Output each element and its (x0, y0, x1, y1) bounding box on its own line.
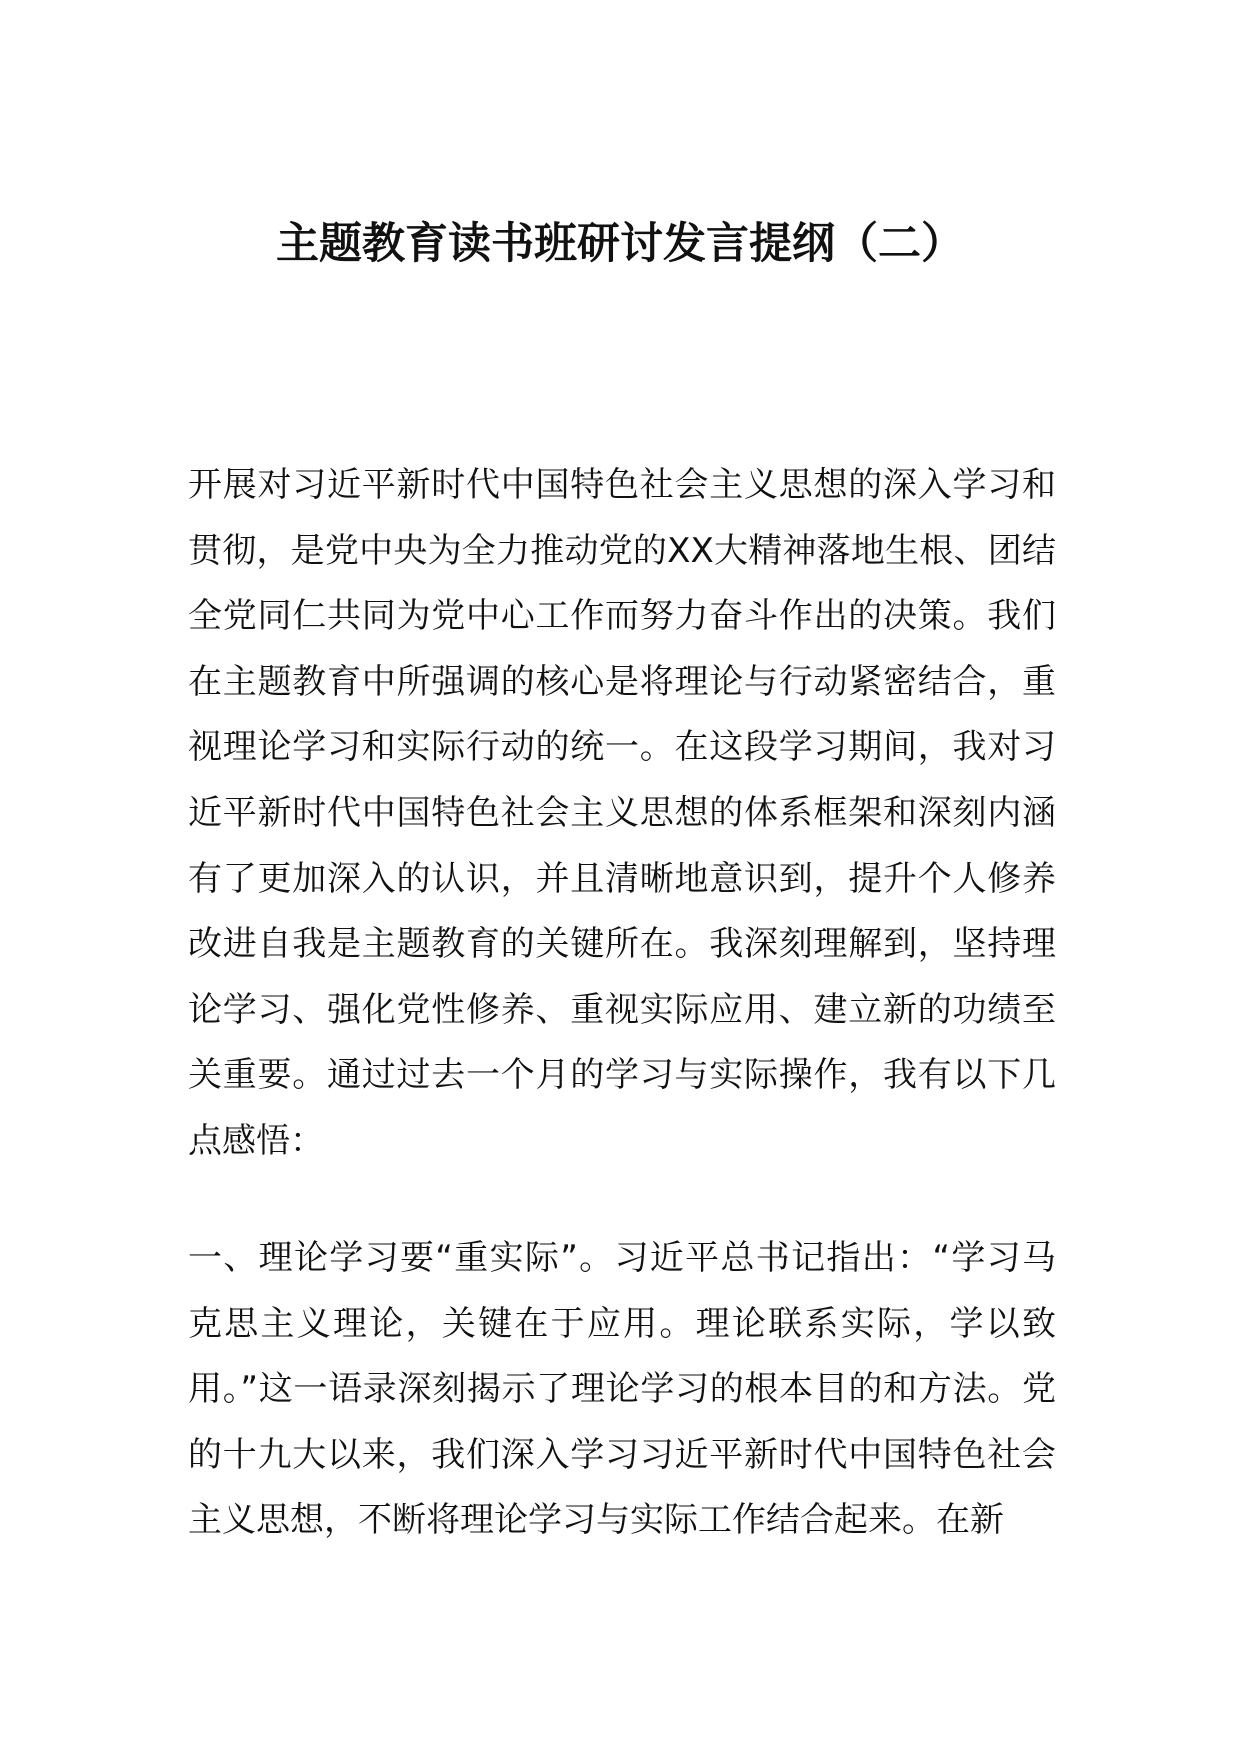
body-paragraph-intro: 开展对习近平新时代中国特色社会主义思想的深入学习和贯彻，是党中央为全力推动党的XX大精神落地生根、团结全党同仁共同为党中心工作而努力奋斗作出的决策。我们在主题教育中所强调的核心是将理论与行动紧密结合，重视理论学习和实际行动的统一。在这段学习期间，我对习近平新时代中国特色社会主义思想的体系框架和深刻内涵有了更加深入的认识，并且清晰地意识到，提升个人修养改进自我是主题教育的关键所在。我深刻理解到，坚持理论学习、强化党性修养、重视实际应用、建立新的功绩至关重要。通过过去一个月的学习与实际操作，我有以下几点感悟： (188, 465, 1056, 1161)
document-title: 主题教育读书班研讨发言提纲（二） (276, 218, 964, 269)
body-paragraph-section-one: 一、理论学习要“重实际”。习近平总书记指出：“学习马克思主义理论，关键在于应用。理论联系实际，学以致用。”这一语录深刻揭示了理论学习的根本目的和方法。党的十九大以来，我们深入学习习近平新时代中国特色社会主义思想，不断将理论学习与实际工作结合起来。在新 (188, 1238, 1056, 1541)
